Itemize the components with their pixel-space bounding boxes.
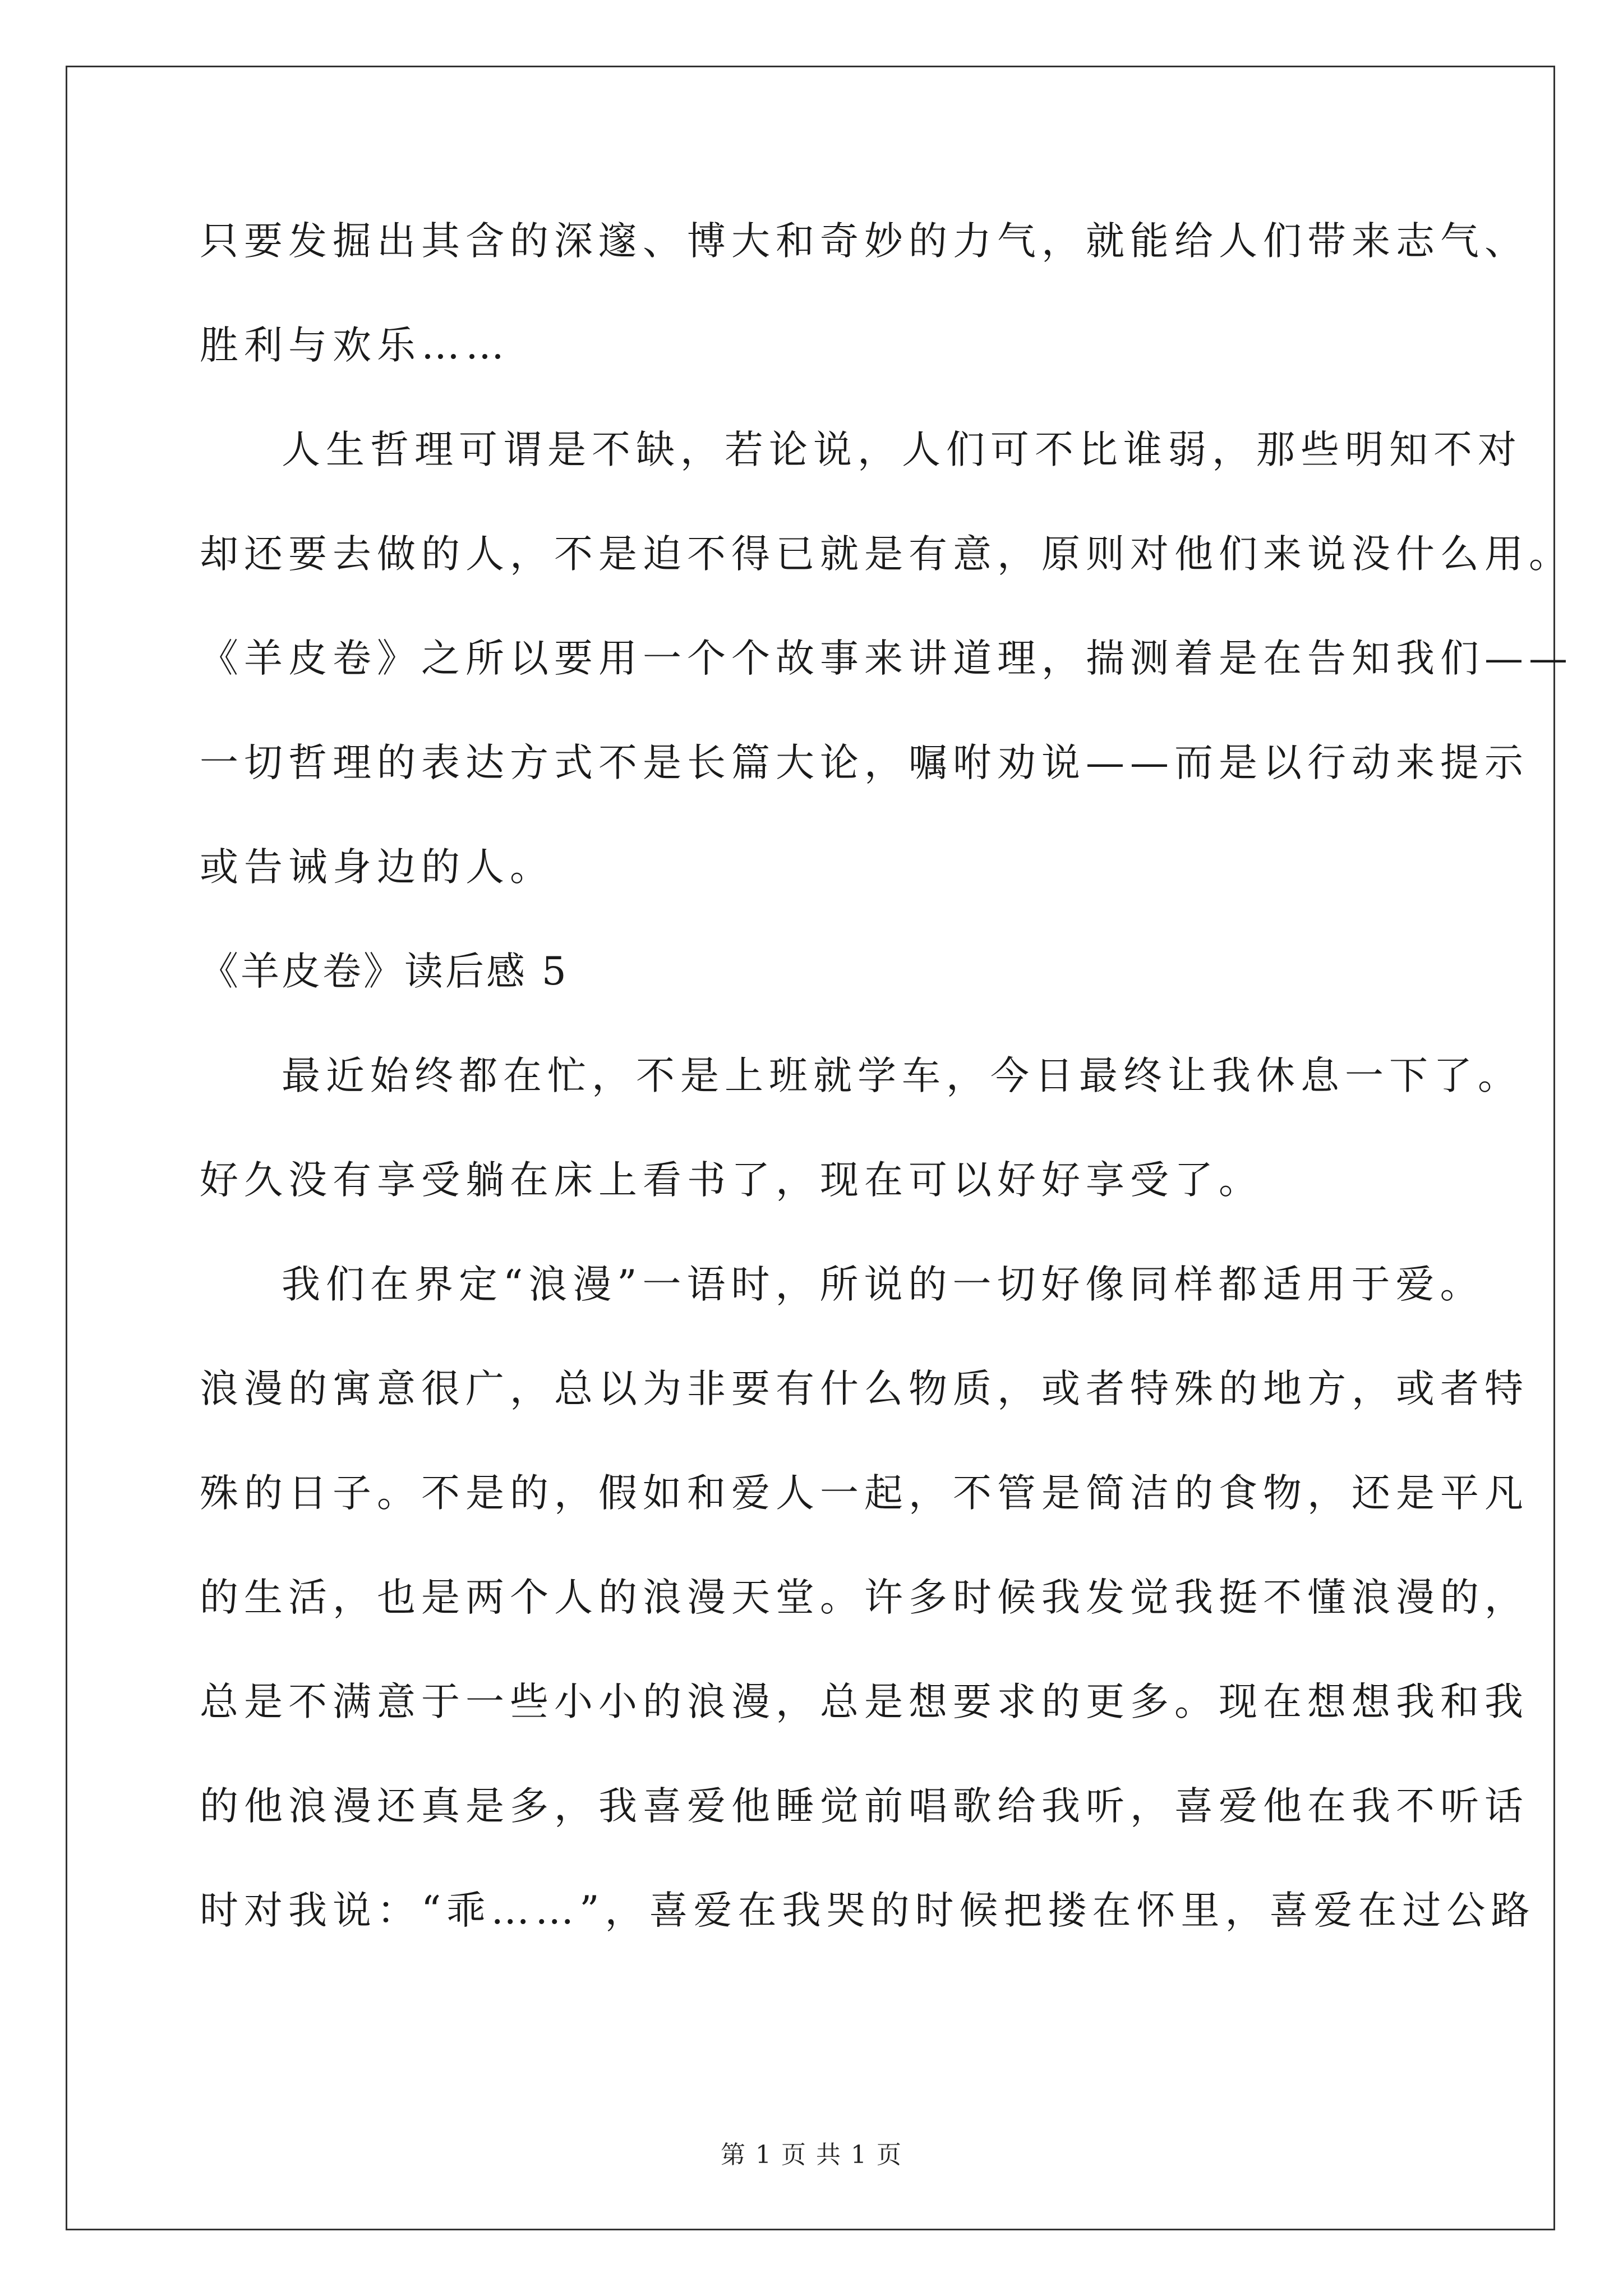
paragraph-first-line: 我们在界定“浪漫”一语时，所说的一切好像同样都适用于爱。 — [282, 1262, 1484, 1307]
paragraph-first-line: 最近始终都在忙，不是上班就学车，今日最终让我休息一下了。 — [282, 1053, 1522, 1098]
text-line: 胜利与欢乐…… — [200, 323, 510, 368]
text-line: 却还要去做的人，不是迫不得已就是有意，原则对他们来说没什么用。 — [200, 532, 1573, 577]
text-line: 时对我说：“乖……”，喜爱在我哭的时候把搂在怀里，喜爱在过公路 — [200, 1888, 1536, 1933]
text-line: 的他浪漫还真是多，我喜爱他睡觉前唱歌给我听，喜爱他在我不听话 — [200, 1784, 1529, 1829]
text-line: 只要发掘出其含的深邃、博大和奇妙的力气，就能给人们带来志气、 — [200, 219, 1529, 264]
text-line: 好久没有享受躺在床上看书了，现在可以好好享受了。 — [200, 1158, 1263, 1203]
text-line: 《羊皮卷》之所以要用一个个故事来讲道理，揣测着是在告知我们—— — [200, 636, 1573, 681]
text-line: 殊的日子。不是的，假如和爱人一起，不管是简洁的食物，还是平凡 — [200, 1471, 1529, 1516]
text-line: 浪漫的寓意很广，总以为非要有什么物质，或者特殊的地方，或者特 — [200, 1366, 1529, 1411]
text-line: 一切哲理的表达方式不是长篇大论，嘱咐劝说——而是以行动来提示 — [200, 740, 1529, 785]
text-line: 总是不满意于一些小小的浪漫，总是想要求的更多。现在想想我和我 — [200, 1680, 1529, 1724]
paragraph-first-line: 人生哲理可谓是不缺，若论说，人们可不比谁弱，那些明知不对 — [282, 427, 1522, 472]
section-heading: 《羊皮卷》读后感 5 — [200, 949, 569, 994]
page-number-footer: 第 1 页 共 1 页 — [721, 2141, 902, 2169]
text-line: 的生活，也是两个人的浪漫天堂。许多时候我发觉我挺不懂浪漫的， — [200, 1575, 1529, 1620]
text-line: 或告诫身边的人。 — [200, 845, 554, 890]
